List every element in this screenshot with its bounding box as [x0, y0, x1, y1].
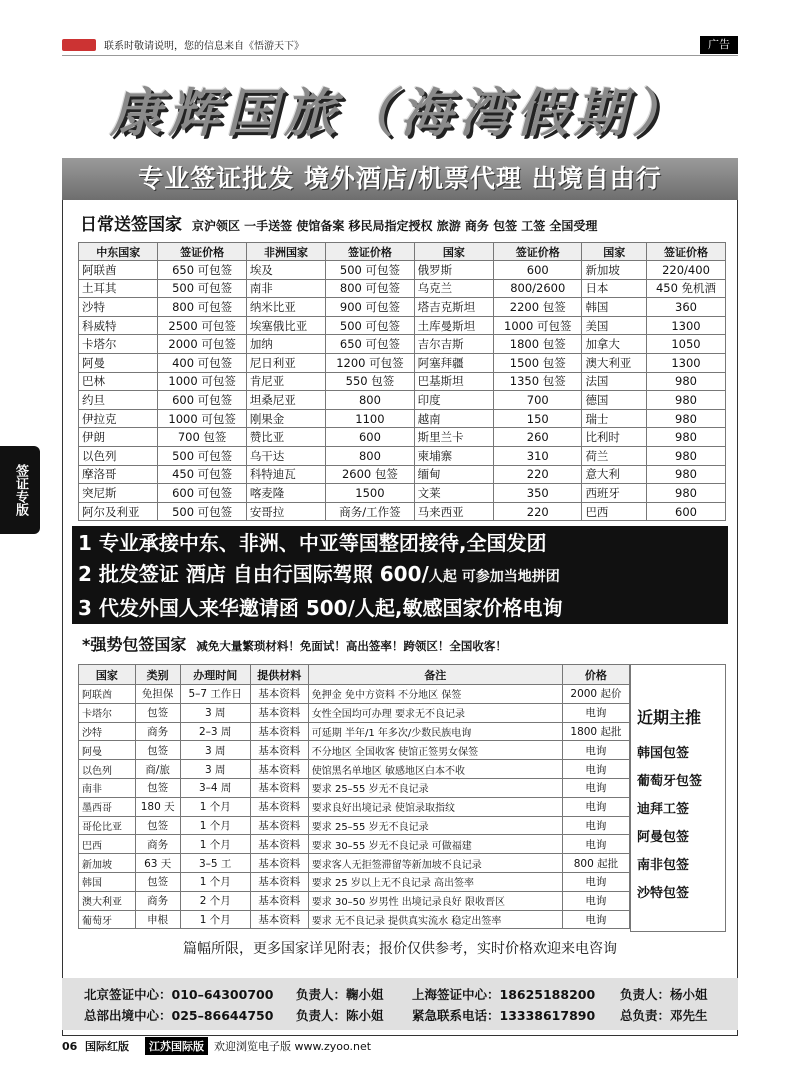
table-cell: 葡萄牙 [79, 910, 136, 929]
country-cell: 斯里兰卡 [414, 428, 493, 447]
price-cell: 1500 包签 [494, 353, 582, 372]
table-cell: 2–3 周 [180, 722, 250, 741]
table-row [79, 835, 630, 854]
price-cell: 700 包签 [158, 428, 246, 447]
price-cell: 400 可包签 [158, 353, 246, 372]
table-cell: 商/旅 [135, 760, 180, 779]
price-cell: 600 [647, 502, 726, 521]
table-cell: 女性全国均可办理 要求无不良记录 [308, 703, 562, 722]
table-cell: 基本资料 [250, 741, 308, 760]
table-cell: 基本资料 [250, 872, 308, 891]
table-cell: 要求客人无拒签滞留等新加坡不良记录 [308, 854, 562, 873]
country-cell: 巴西 [582, 502, 647, 521]
table-cell: 以色列 [79, 760, 136, 779]
footnote: 篇幅所限，更多国家详见附表；报价仅供参考，实时价格欢迎来电咨询 [183, 941, 617, 957]
table-cell: 包签 [135, 778, 180, 797]
price-cell: 700 [494, 391, 582, 410]
table-cell: 63 天 [135, 854, 180, 873]
country-cell: 喀麦隆 [246, 484, 325, 503]
table-cell: 商务 [135, 722, 180, 741]
table-row [79, 261, 726, 280]
table-cell: 免押金 免中方资料 不分地区 保签 [308, 685, 562, 704]
price-cell: 500 可包签 [158, 446, 246, 465]
section-guaranteed-visa [82, 632, 507, 655]
price-cell: 2600 包签 [326, 465, 414, 484]
price-cell: 600 [326, 428, 414, 447]
country-cell: 土库曼斯坦 [414, 316, 493, 335]
table-row [79, 872, 630, 891]
featured-item: 韩国包签 [637, 746, 690, 761]
page-number: 06 [62, 1039, 78, 1053]
contact-text: 总部出境中心：025–86644750 [84, 1008, 274, 1023]
price-cell: 980 [647, 465, 726, 484]
price-cell: 980 [647, 391, 726, 410]
table-row [79, 778, 630, 797]
price-cell: 900 可包签 [326, 298, 414, 317]
table-cell: 电询 [562, 797, 629, 816]
column-header: 价格 [562, 665, 629, 685]
contact-text: 紧急联系电话：13338617890 [412, 1008, 596, 1023]
table-cell: 电询 [562, 703, 629, 722]
table-cell: 要求 25 岁以上无不良记录 高出签率 [308, 872, 562, 891]
slogan-bar: 专业签证批发 境外酒店/机票代理 出境自由行 [62, 158, 738, 200]
price-cell: 220 [494, 465, 582, 484]
price-cell: 150 [494, 409, 582, 428]
country-cell: 肯尼亚 [246, 372, 325, 391]
table-cell: 哥伦比亚 [79, 816, 136, 835]
table-row [79, 409, 726, 428]
visa-price-table [78, 242, 726, 521]
price-cell: 800 可包签 [326, 279, 414, 298]
contact-row-1 [84, 984, 738, 1005]
section-subtitle: 京沪领区 一手送签 使馆备案 移民局指定授权 旅游 商务 包签 工签 全国受理 [192, 219, 598, 233]
table-cell: 南非 [79, 778, 136, 797]
table-row [79, 797, 630, 816]
featured-title: 近期主推 [637, 708, 702, 727]
table-cell: 基本资料 [250, 854, 308, 873]
table-cell: 包签 [135, 703, 180, 722]
table-cell: 基本资料 [250, 778, 308, 797]
table-cell: 2 个月 [180, 891, 250, 910]
price-cell: 350 [494, 484, 582, 503]
price-cell: 500 可包签 [158, 502, 246, 521]
contact-text: 负责人：杨小姐 [620, 987, 708, 1002]
table-cell: 1800 起批 [562, 722, 629, 741]
section-subtitle: 减免大量繁琐材料！免面试！高出签率！跨领区！全国收客！ [196, 639, 507, 653]
country-cell: 阿塞拜疆 [414, 353, 493, 372]
country-cell: 法国 [582, 372, 647, 391]
country-cell: 以色列 [79, 446, 158, 465]
country-cell: 俄罗斯 [414, 261, 493, 280]
table-row [79, 891, 630, 910]
country-cell: 阿联酋 [79, 261, 158, 280]
price-cell: 800 可包签 [158, 298, 246, 317]
table-cell: 2000 起价 [562, 685, 629, 704]
column-header: 类别 [135, 665, 180, 685]
table-cell: 3–5 工 [180, 854, 250, 873]
table-cell: 3 周 [180, 760, 250, 779]
featured-item: 葡萄牙包签 [637, 774, 703, 789]
table-row [79, 353, 726, 372]
price-cell: 600 可包签 [158, 484, 246, 503]
country-cell: 科特迪瓦 [246, 465, 325, 484]
price-cell: 800/2600 [494, 279, 582, 298]
promo-line-2-main: 2 批发签证 酒店 自由行国际驾照 600/ [78, 562, 429, 586]
country-cell: 新加坡 [582, 261, 647, 280]
table-row [79, 484, 726, 503]
column-header: 国家 [79, 665, 136, 685]
promo-line-2-unit: 人起 [428, 569, 457, 585]
price-cell: 980 [647, 409, 726, 428]
featured-item: 南非包签 [637, 858, 690, 873]
table-cell: 基本资料 [250, 722, 308, 741]
country-cell: 摩洛哥 [79, 465, 158, 484]
table-cell: 3 周 [180, 741, 250, 760]
table-cell: 要求 30–55 岁无不良记录 可做福建 [308, 835, 562, 854]
price-cell: 1000 可包签 [158, 409, 246, 428]
table-cell: 1 个月 [180, 816, 250, 835]
country-cell: 荷兰 [582, 446, 647, 465]
price-cell: 1350 包签 [494, 372, 582, 391]
column-header: 非洲国家 [246, 243, 325, 261]
featured-item: 迪拜工签 [637, 802, 690, 817]
table-cell: 1 个月 [180, 797, 250, 816]
table-row [79, 854, 630, 873]
country-cell: 柬埔寨 [414, 446, 493, 465]
featured-item: 阿曼包签 [637, 830, 690, 845]
country-cell: 卡塔尔 [79, 335, 158, 354]
country-cell: 纳米比亚 [246, 298, 325, 317]
section-title: 日常送签国家 [80, 215, 182, 235]
table-row [79, 703, 630, 722]
country-cell: 阿曼 [79, 353, 158, 372]
table-cell: 电询 [562, 816, 629, 835]
country-cell: 马来西亚 [414, 502, 493, 521]
ad-label: 广告 [700, 36, 738, 54]
country-cell: 赞比亚 [246, 428, 325, 447]
country-cell: 巴基斯坦 [414, 372, 493, 391]
promo-line-2-extra: 可参加当地拼团 [456, 569, 560, 585]
price-cell: 310 [494, 446, 582, 465]
country-cell: 伊拉克 [79, 409, 158, 428]
column-header: 签证价格 [158, 243, 246, 261]
price-cell: 980 [647, 428, 726, 447]
price-cell: 550 包签 [326, 372, 414, 391]
price-cell: 980 [647, 484, 726, 503]
table-cell: 基本资料 [250, 835, 308, 854]
table-cell: 商务 [135, 891, 180, 910]
column-header: 提供材料 [250, 665, 308, 685]
table-cell: 商务 [135, 835, 180, 854]
price-cell: 220 [494, 502, 582, 521]
country-cell: 乌干达 [246, 446, 325, 465]
table-cell: 要求 25–55 岁无不良记录 [308, 778, 562, 797]
price-cell: 500 可包签 [326, 261, 414, 280]
price-cell: 600 可包签 [158, 391, 246, 410]
country-cell: 塔吉克斯坦 [414, 298, 493, 317]
price-cell: 980 [647, 372, 726, 391]
country-cell: 乌克兰 [414, 279, 493, 298]
table-row [79, 502, 726, 521]
table-row [79, 816, 630, 835]
page-footer [62, 1037, 371, 1055]
country-cell: 加纳 [246, 335, 325, 354]
price-cell: 450 可包签 [158, 465, 246, 484]
column-header: 国家 [582, 243, 647, 261]
side-tab: 签证专版 [0, 446, 40, 534]
table-cell: 基本资料 [250, 891, 308, 910]
brand-banner [62, 58, 738, 158]
price-cell: 1050 [647, 335, 726, 354]
table-cell: 包签 [135, 872, 180, 891]
table-row [79, 391, 726, 410]
country-cell: 坦桑尼亚 [246, 391, 325, 410]
country-cell: 刚果金 [246, 409, 325, 428]
table-cell: 巴西 [79, 835, 136, 854]
price-cell: 980 [647, 446, 726, 465]
table-cell: 电询 [562, 741, 629, 760]
country-cell: 阿尔及利亚 [79, 502, 158, 521]
country-cell: 科威特 [79, 316, 158, 335]
column-header: 国家 [414, 243, 493, 261]
contact-text: 负责人：陈小姐 [296, 1008, 384, 1023]
section-name: 国际红版 [84, 1040, 129, 1053]
column-header: 签证价格 [494, 243, 582, 261]
price-cell: 600 [494, 261, 582, 280]
country-cell: 美国 [582, 316, 647, 335]
country-cell: 印度 [414, 391, 493, 410]
table-cell: 电询 [562, 778, 629, 797]
table-row [79, 446, 726, 465]
featured-item: 沙特包签 [637, 886, 690, 901]
table-cell: 要求良好出境记录 使馆录取指纹 [308, 797, 562, 816]
table-cell: 基本资料 [250, 703, 308, 722]
contact-bar [62, 978, 738, 1030]
table-cell: 要求 无不良记录 提供真实流水 稳定出签率 [308, 910, 562, 929]
price-cell: 800 [326, 446, 414, 465]
price-cell: 商务/工作签 [326, 502, 414, 521]
price-cell: 1000 可包签 [158, 372, 246, 391]
price-cell: 1000 可包签 [494, 316, 582, 335]
country-cell: 瑞士 [582, 409, 647, 428]
price-cell: 2200 包签 [494, 298, 582, 317]
table-cell: 沙特 [79, 722, 136, 741]
price-cell: 260 [494, 428, 582, 447]
country-cell: 日本 [582, 279, 647, 298]
table-cell: 基本资料 [250, 760, 308, 779]
table-row [79, 685, 630, 704]
country-cell: 澳大利亚 [582, 353, 647, 372]
section-title: *强势包签国家 [82, 635, 187, 654]
table-cell: 阿曼 [79, 741, 136, 760]
column-header: 备注 [308, 665, 562, 685]
country-cell: 土耳其 [79, 279, 158, 298]
table-cell: 澳大利亚 [79, 891, 136, 910]
price-cell: 650 可包签 [158, 261, 246, 280]
price-cell: 500 可包签 [158, 279, 246, 298]
table-cell: 新加坡 [79, 854, 136, 873]
country-cell: 文莱 [414, 484, 493, 503]
promo-line-3: 3 代发外国人来华邀请函 500/人起,敏感国家价格电询 [78, 596, 563, 620]
table-cell: 包签 [135, 741, 180, 760]
country-cell: 尼日利亚 [246, 353, 325, 372]
table-row [79, 298, 726, 317]
website-link[interactable]: 欢迎浏览电子版 www.zyoo.net [213, 1040, 372, 1053]
country-cell: 比利时 [582, 428, 647, 447]
table-cell: 5–7 工作日 [180, 685, 250, 704]
country-cell: 吉尔吉斯 [414, 335, 493, 354]
price-cell: 2000 可包签 [158, 335, 246, 354]
table-cell: 1 个月 [180, 835, 250, 854]
promo-line-1: 1 专业承接中东、非洲、中亚等国整团接待,全国发团 [78, 531, 547, 555]
table-cell: 基本资料 [250, 685, 308, 704]
table-cell: 电询 [562, 835, 629, 854]
table-cell: 1 个月 [180, 872, 250, 891]
table-cell: 3–4 周 [180, 778, 250, 797]
table-cell: 1 个月 [180, 910, 250, 929]
contact-row-2 [84, 1005, 738, 1026]
table-row [79, 910, 630, 929]
table-row [79, 760, 630, 779]
table-cell: 包签 [135, 816, 180, 835]
table-row [79, 465, 726, 484]
country-cell: 加拿大 [582, 335, 647, 354]
table-cell: 180 天 [135, 797, 180, 816]
table-row [79, 741, 630, 760]
column-header: 签证价格 [326, 243, 414, 261]
table-cell: 墨西哥 [79, 797, 136, 816]
price-cell: 360 [647, 298, 726, 317]
country-cell: 埃及 [246, 261, 325, 280]
table-cell: 韩国 [79, 872, 136, 891]
contact-text: 总负责：邓先生 [620, 1008, 708, 1023]
country-cell: 埃塞俄比亚 [246, 316, 325, 335]
table-row [79, 335, 726, 354]
price-cell: 800 [326, 391, 414, 410]
country-cell: 突尼斯 [79, 484, 158, 503]
table-row [79, 279, 726, 298]
country-cell: 南非 [246, 279, 325, 298]
table-row [79, 722, 630, 741]
price-cell: 650 可包签 [326, 335, 414, 354]
column-header: 办理时间 [180, 665, 250, 685]
price-cell: 450 免机酒 [647, 279, 726, 298]
price-cell: 1500 [326, 484, 414, 503]
country-cell: 缅甸 [414, 465, 493, 484]
country-cell: 约旦 [79, 391, 158, 410]
promo-box [72, 526, 728, 624]
table-cell: 3 周 [180, 703, 250, 722]
country-cell: 德国 [582, 391, 647, 410]
price-cell: 1300 [647, 316, 726, 335]
country-cell: 西班牙 [582, 484, 647, 503]
promo-line-2 [78, 559, 722, 593]
top-notice: 联系时敬请说明，您的信息来自《悟游天下》 [104, 41, 304, 52]
price-cell: 1100 [326, 409, 414, 428]
table-row [79, 316, 726, 335]
column-header: 中东国家 [79, 243, 158, 261]
table-cell: 使馆黑名单地区 敏感地区白本不收 [308, 760, 562, 779]
table-cell: 阿联酋 [79, 685, 136, 704]
column-header: 签证价格 [647, 243, 726, 261]
table-cell: 基本资料 [250, 816, 308, 835]
price-cell: 2500 可包签 [158, 316, 246, 335]
edition-badge: 江苏国际版 [145, 1037, 208, 1055]
table-cell: 电询 [562, 910, 629, 929]
table-cell: 卡塔尔 [79, 703, 136, 722]
contact-text: 负责人：鞠小姐 [296, 987, 384, 1002]
table-row [79, 372, 726, 391]
table-cell: 电询 [562, 760, 629, 779]
table-cell: 基本资料 [250, 797, 308, 816]
country-cell: 韩国 [582, 298, 647, 317]
country-cell: 伊朗 [79, 428, 158, 447]
country-cell: 沙特 [79, 298, 158, 317]
table-cell: 可延期 半年/1 年多次/少数民族电询 [308, 722, 562, 741]
table-cell: 800 起批 [562, 854, 629, 873]
country-cell: 安哥拉 [246, 502, 325, 521]
featured-box [630, 664, 726, 932]
table-cell: 申根 [135, 910, 180, 929]
table-cell: 免担保 [135, 685, 180, 704]
table-row [79, 428, 726, 447]
table-cell: 基本资料 [250, 910, 308, 929]
price-cell: 1300 [647, 353, 726, 372]
table-cell: 电询 [562, 872, 629, 891]
top-bar [62, 34, 738, 56]
contact-text: 上海签证中心：18625188200 [412, 987, 596, 1002]
price-cell: 220/400 [647, 261, 726, 280]
magazine-logo [62, 39, 96, 51]
section-daily-visa [80, 210, 597, 235]
table-cell: 电询 [562, 891, 629, 910]
table-cell: 要求 25–55 岁无不良记录 [308, 816, 562, 835]
price-cell: 500 可包签 [326, 316, 414, 335]
table-cell: 不分地区 全国收客 使馆正签男女保签 [308, 741, 562, 760]
package-visa-table [78, 664, 630, 929]
brand-name: 康辉国旅（海湾假期） [109, 82, 690, 144]
table-cell: 要求 30–50 岁男性 出境记录良好 限收晋区 [308, 891, 562, 910]
country-cell: 巴林 [79, 372, 158, 391]
contact-text: 北京签证中心：010–64300700 [84, 987, 274, 1002]
price-cell: 1200 可包签 [326, 353, 414, 372]
country-cell: 越南 [414, 409, 493, 428]
country-cell: 意大利 [582, 465, 647, 484]
price-cell: 1800 包签 [494, 335, 582, 354]
